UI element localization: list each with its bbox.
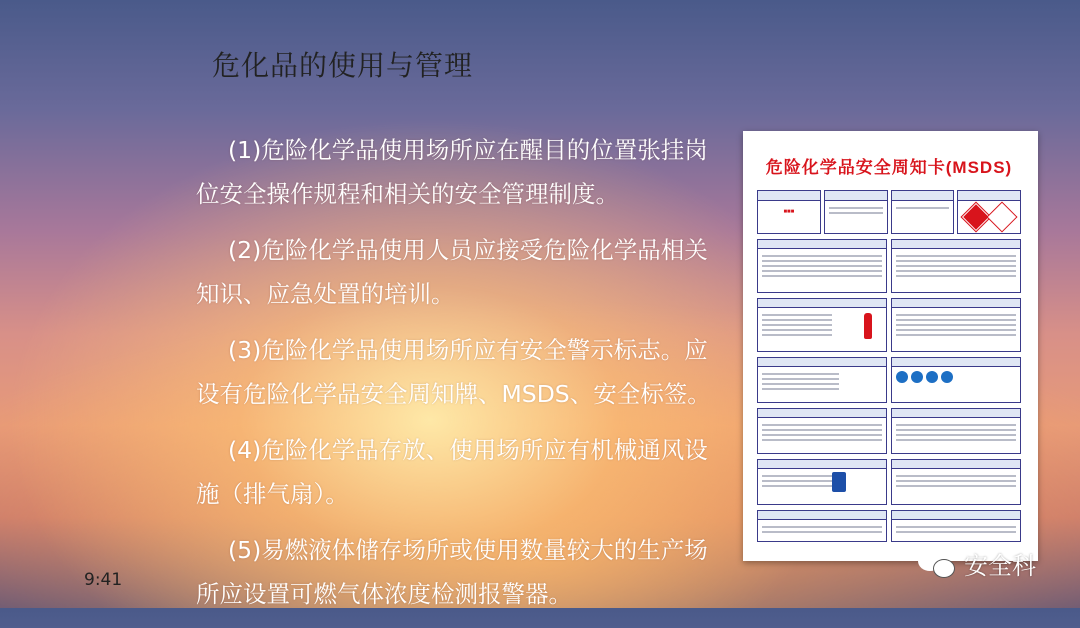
msds-section (757, 239, 887, 293)
msds-cell (824, 190, 888, 234)
brand-badge (918, 546, 1036, 581)
msds-section (891, 357, 1021, 403)
paragraph-4: (4)危险化学品存放、使用场所应有机械通风设施（排气扇）。 (196, 436, 708, 508)
content-body (196, 128, 726, 628)
msds-section (757, 408, 887, 454)
paragraph-3: (3)危险化学品使用场所应有安全警示标志。应设有危险化学品安全周知牌、MSDS、安全标签。 (196, 336, 711, 408)
msds-section (757, 510, 887, 542)
msds-section (757, 357, 887, 403)
card-watermark (1027, 141, 1035, 551)
paragraph-1: (1)危险化学品使用场所应在醒目的位置张挂岗位安全操作规程和相关的安全管理制度。 (196, 136, 708, 208)
msds-section (891, 298, 1021, 352)
msds-cell: ■■■ (757, 190, 821, 234)
fire-extinguisher-icon (864, 313, 872, 339)
msds-section (891, 459, 1021, 505)
msds-card-image (743, 131, 1038, 561)
msds-section (891, 239, 1021, 293)
msds-cell (891, 190, 955, 234)
paragraph-2: (2)危险化学品使用人员应接受危险化学品相关知识、应急处置的培训。 (196, 236, 708, 308)
page-title: 危化品的使用与管理 (212, 49, 474, 82)
hazard-diamond-icon (988, 203, 1016, 231)
paragraph-5: (5)易燃液体储存场所或使用数量较大的生产场所应设置可燃气体浓度检测报警器。 (196, 536, 708, 608)
msds-section (757, 459, 887, 505)
flammable-hazard-icon (962, 203, 990, 231)
msds-section (891, 510, 1021, 542)
msds-card-title: 危险化学品安全周知卡(MSDS) (765, 158, 1013, 177)
msds-section (757, 298, 887, 352)
brand-name: 安全科 (964, 552, 1036, 580)
barrel-icon (832, 472, 846, 492)
msds-header-row (757, 190, 1021, 234)
wechat-icon (918, 549, 958, 579)
msds-section (891, 408, 1021, 454)
ppe-icons (892, 367, 1020, 387)
msds-cell (957, 190, 1021, 234)
clock-time: 9:41 (84, 570, 123, 590)
